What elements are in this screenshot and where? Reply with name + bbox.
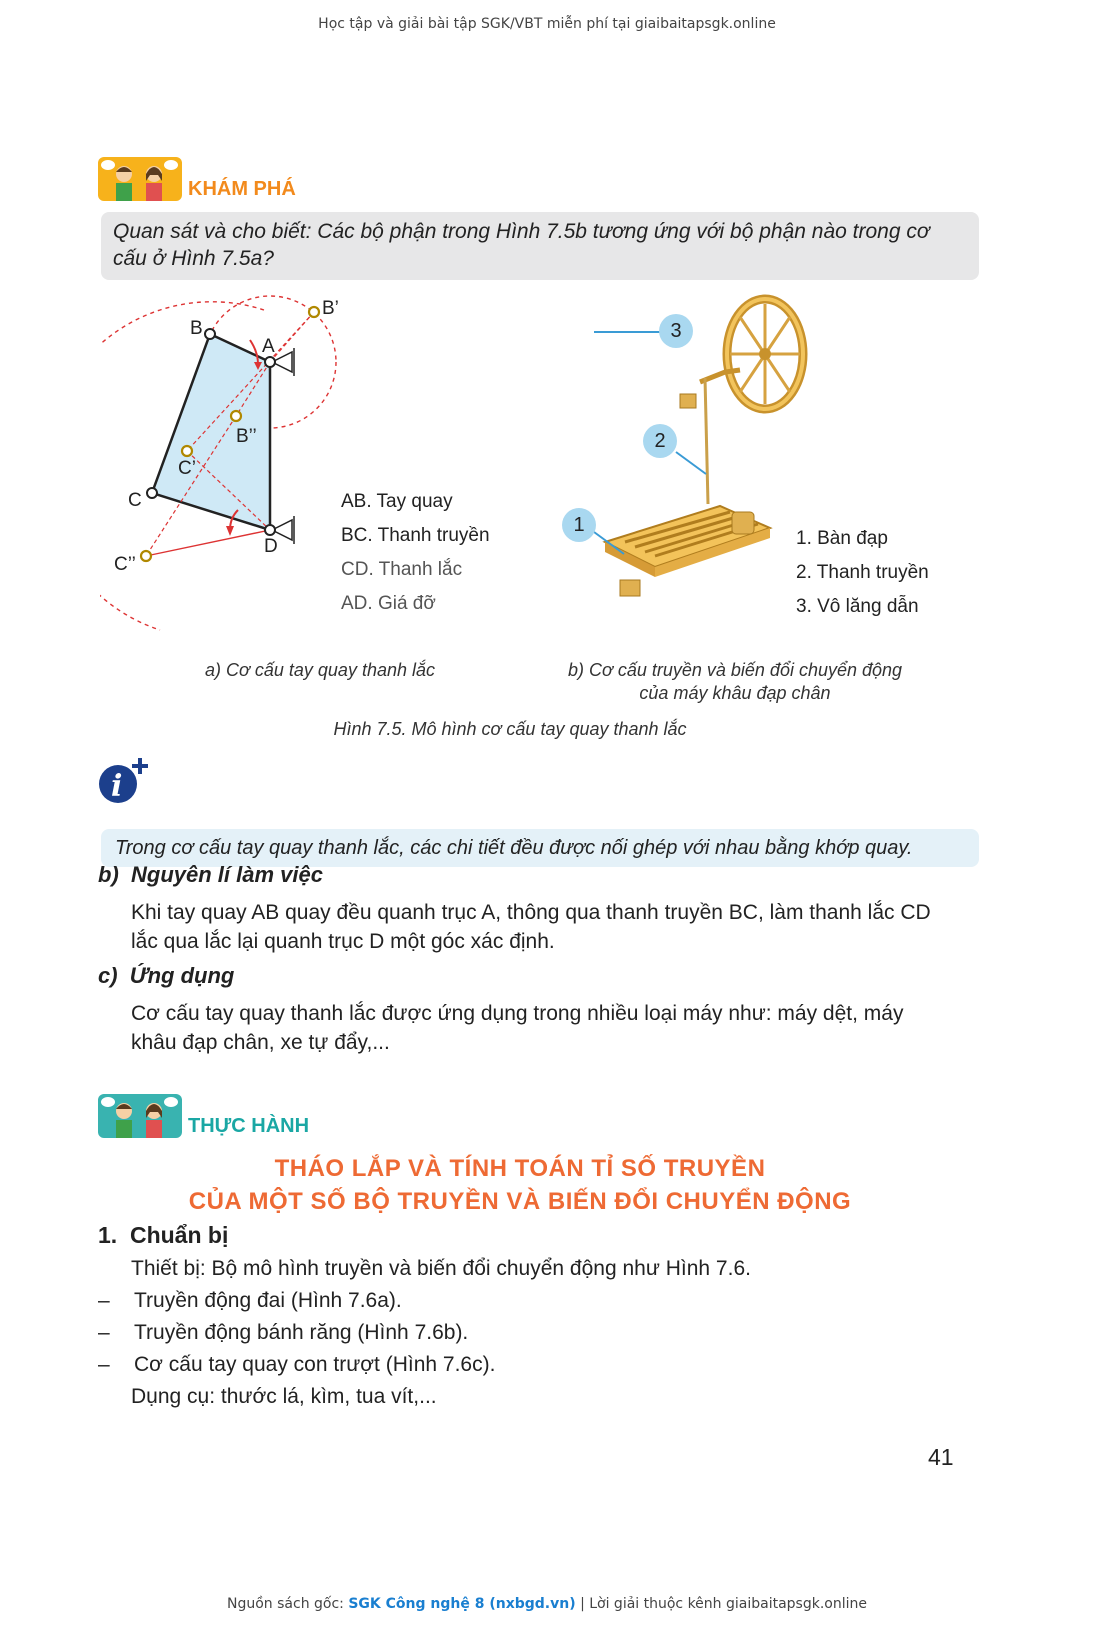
legend-cd: CD. Thanh lắc (341, 559, 463, 580)
list-item-text: Truyền động bánh răng (Hình 7.6b). (134, 1321, 469, 1344)
section-c-heading (98, 963, 234, 989)
point-B-double-prime: B’’ (236, 426, 257, 447)
legend-ad: AD. Giá đỡ (341, 593, 436, 614)
footer-prefix: Nguồn sách gốc: (227, 1596, 344, 1612)
caption-b-line1: b) Cơ cấu truyền và biến đổi chuyển động (567, 660, 903, 680)
kids-icon (98, 157, 182, 201)
list-item-text: Cơ cấu tay quay con trượt (Hình 7.6c). (134, 1353, 496, 1376)
header-watermark: Học tập và giải bài tập SGK/VBT miễn phí tại giaibaitapsgk.online (318, 16, 776, 32)
prep-tools: Dụng cụ: thước lá, kìm, tua vít,... (131, 1385, 437, 1408)
section-b-text: Khi tay quay AB quay đều quanh trục A, thông qua thanh truyền BC, làm thanh lắc CD lắc qua lắc lại quanh trục D một góc xác định. (131, 901, 931, 953)
practice-title-line1: THÁO LẮP VÀ TÍNH TOÁN TỈ SỐ TRUYỀN (274, 1155, 766, 1182)
list-item-text: Truyền động đai (Hình 7.6a). (134, 1289, 402, 1312)
prep-equipment: Thiết bị: Bộ mô hình truyền và biến đổi chuyển động như Hình 7.6. (131, 1257, 751, 1280)
flywheel-illustration (727, 299, 803, 409)
caption-a: a) Cơ cấu tay quay thanh lắc (204, 660, 435, 680)
legend-bc: BC. Thanh truyền (341, 525, 490, 546)
figure-a-diagram (100, 290, 360, 650)
marker-1: 1 (562, 508, 596, 542)
point-D: D (264, 536, 278, 557)
figure-caption: Hình 7.5. Mô hình cơ cấu tay quay thanh lắc (333, 719, 687, 739)
figure-a-legend (341, 485, 490, 621)
section-b-letter: b) (98, 862, 119, 887)
kids-icon (98, 1094, 182, 1138)
info-plus-icon (98, 752, 156, 806)
list-item (98, 1318, 495, 1350)
point-C: C (128, 490, 142, 511)
caption-b-line2: của máy khâu đạp chân (639, 683, 831, 703)
legend-ab: AB. Tay quay (341, 491, 453, 512)
legend-flywheel: 3. Vô lăng dẫn (796, 596, 919, 617)
prep-heading (98, 1222, 228, 1249)
point-A: A (262, 336, 275, 357)
prep-number: 1. (98, 1222, 118, 1248)
point-C-prime: C’ (178, 458, 196, 479)
dash: – (98, 1321, 110, 1344)
page-number: 41 (928, 1444, 954, 1470)
dash: – (98, 1353, 110, 1376)
section-c-title: Ứng dụng (129, 963, 235, 988)
thuc-hanh-label: THỰC HÀNH (188, 1115, 310, 1137)
thuc-hanh-header (98, 1094, 309, 1138)
footer-source-link[interactable]: SGK Công nghệ 8 (nxbgd.vn) (348, 1596, 576, 1612)
caption-b (530, 660, 940, 704)
svg-text:i: i (111, 769, 123, 804)
figure-b-legend (796, 522, 929, 624)
prep-title: Chuẩn bị (129, 1222, 229, 1248)
point-B: B (190, 318, 203, 339)
legend-rod: 2. Thanh truyền (796, 562, 929, 583)
practice-title-line2: CỦA MỘT SỐ BỘ TRUYỀN VÀ BIẾN ĐỔI CHUYỂN ĐỘNG (188, 1188, 852, 1215)
question-text: Quan sát và cho biết: Các bộ phận trong Hình 7.5b tương ứng với bộ phận nào trong cơ cấu ở Hình 7.5a? (113, 220, 930, 270)
point-C-double-prime: C’’ (114, 554, 136, 575)
legend-pedal: 1. Bàn đạp (796, 528, 888, 549)
list-item (98, 1286, 495, 1318)
prep-bullet-list (98, 1286, 495, 1382)
question-box (101, 212, 979, 280)
dash: – (98, 1289, 110, 1312)
footer-suffix: | Lời giải thuộc kênh giaibaitapsgk.online (580, 1596, 867, 1612)
kham-pha-label: KHÁM PHÁ (188, 178, 296, 200)
info-note-text: Trong cơ cấu tay quay thanh lắc, các chi tiết đều được nối ghép với nhau bằng khớp quay. (115, 837, 913, 859)
marker-2: 2 (643, 424, 677, 458)
list-item (98, 1350, 495, 1382)
section-c-text: Cơ cấu tay quay thanh lắc được ứng dụng trong nhiều loại máy như: máy dệt, máy khâu đạp chân, xe tự đẩy,... (131, 1002, 904, 1054)
section-c-letter: c) (98, 963, 118, 988)
marker-3: 3 (659, 314, 693, 348)
kham-pha-header (98, 157, 296, 201)
point-B-prime: B’ (322, 298, 339, 319)
footer (0, 1596, 1094, 1612)
section-b-heading (98, 862, 323, 888)
section-b-title: Nguyên lí làm việc (131, 862, 323, 887)
